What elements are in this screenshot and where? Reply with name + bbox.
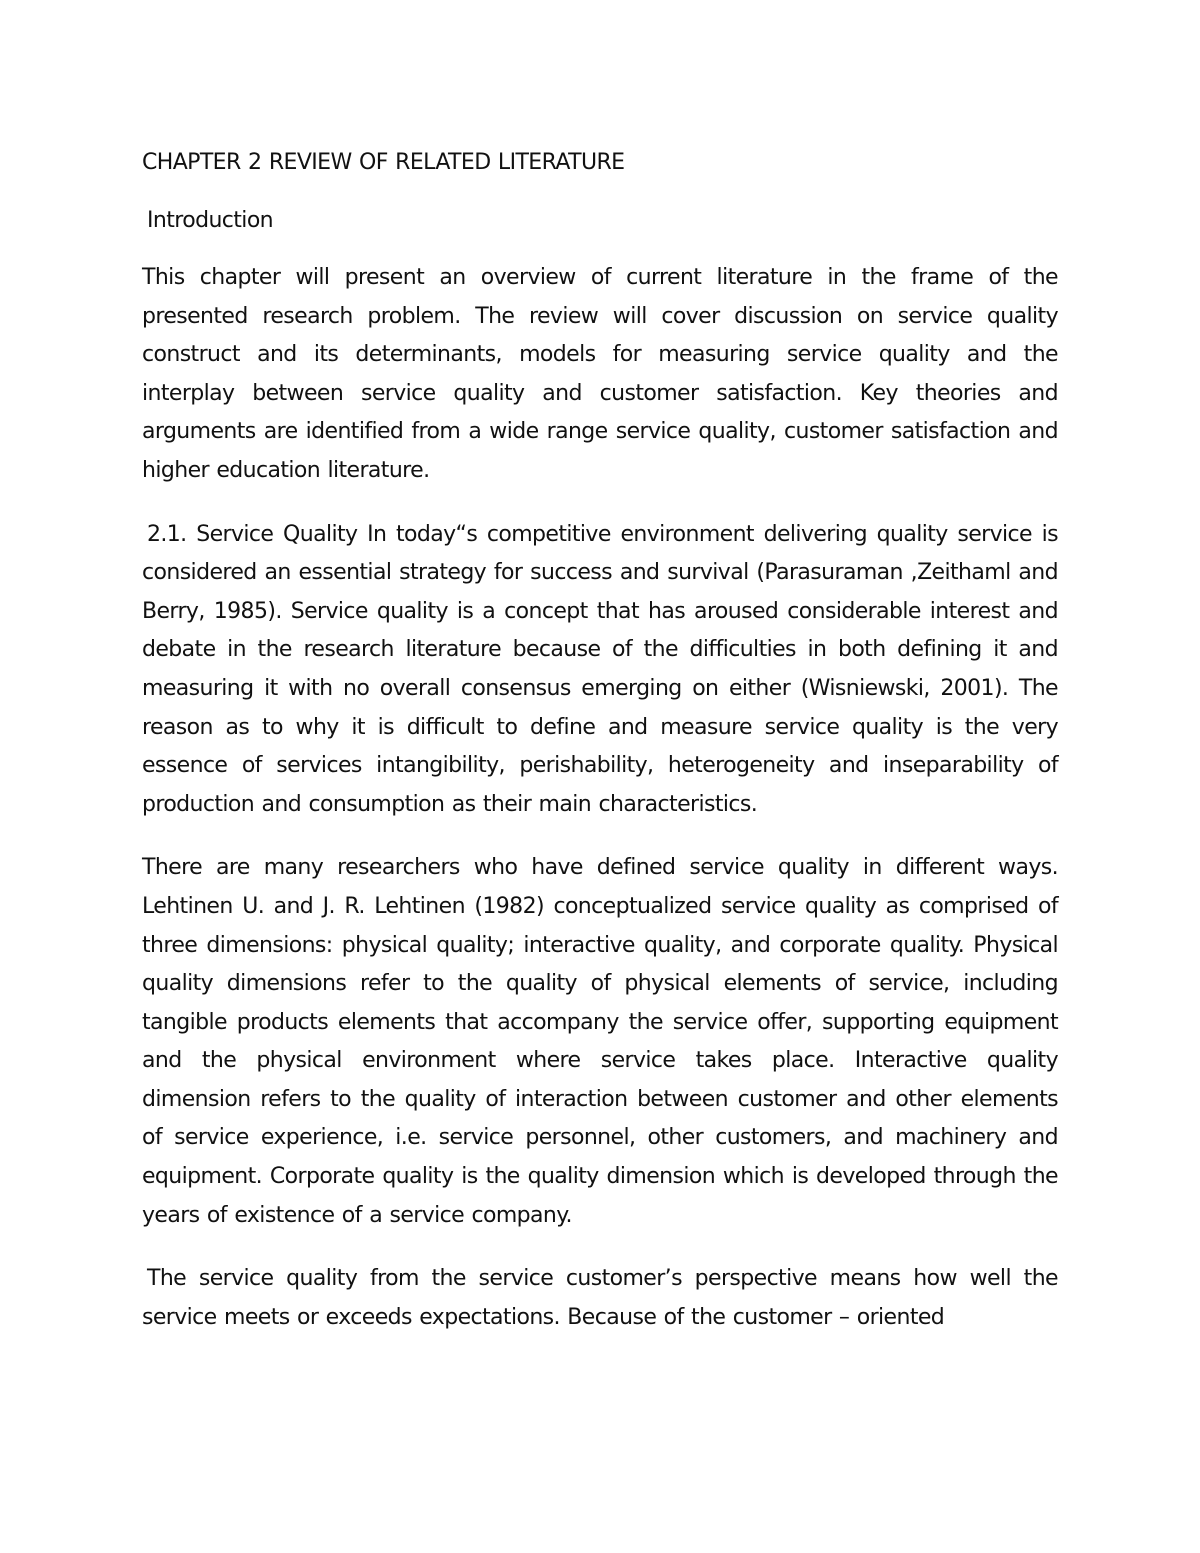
paragraph-service-quality: 2.1. Service Quality In today“s competitive environment delivering quality service is considered an essential strategy for success and survival (Parasuraman ,Zeithaml and Berry, 1985). Service quality is a concept that has aroused considerable interest and debate in the research literature because of the difficulties in both defining it and measuring it with no overall consensus emerging on either (Wisniewski, 2001). The reason as to why it is difficult to define and measure service quality is the very essence of services intangibility, perishability, heterogeneity and inseparability of production and consumption as their main characteristics. (142, 521, 1058, 817)
paragraph-definitions: There are many researchers who have defined service quality in different ways. Lehtinen U. and J. R. Lehtinen (1982) conceptualized service quality as comprised of three dimensions: physical quality; interactive quality, and corporate quality. Physical quality dimensions refer to the quality of physical elements of service, including tangible products elements that accompany the service offer, supporting equipment and the physical environment where service takes place. Interactive quality dimension refers to the quality of interaction between customer and other elements of service experience, i.e. service personnel, other customers, and machinery and equipment. Corporate quality is the quality dimension which is developed through the years of existence of a service company. (142, 855, 1058, 1228)
paragraph-introduction: This chapter will present an overview of current literature in the frame of the presented research problem. The review will cover discussion on service quality construct and its determinants, models for measuring service quality and the interplay between service quality and customer satisfaction. Key theories and arguments are identified from a wide range service quality, customer satisfaction and higher education literature. (142, 265, 1058, 483)
chapter-heading: CHAPTER 2 REVIEW OF RELATED LITERATURE (142, 150, 625, 175)
document-body (142, 144, 1058, 1337)
paragraph-customer-perspective: The service quality from the service customer’s perspective means how well the service meets or exceeds expectations. Because of the customer – oriented (142, 1266, 1058, 1330)
section-heading-introduction: Introduction (147, 208, 274, 233)
